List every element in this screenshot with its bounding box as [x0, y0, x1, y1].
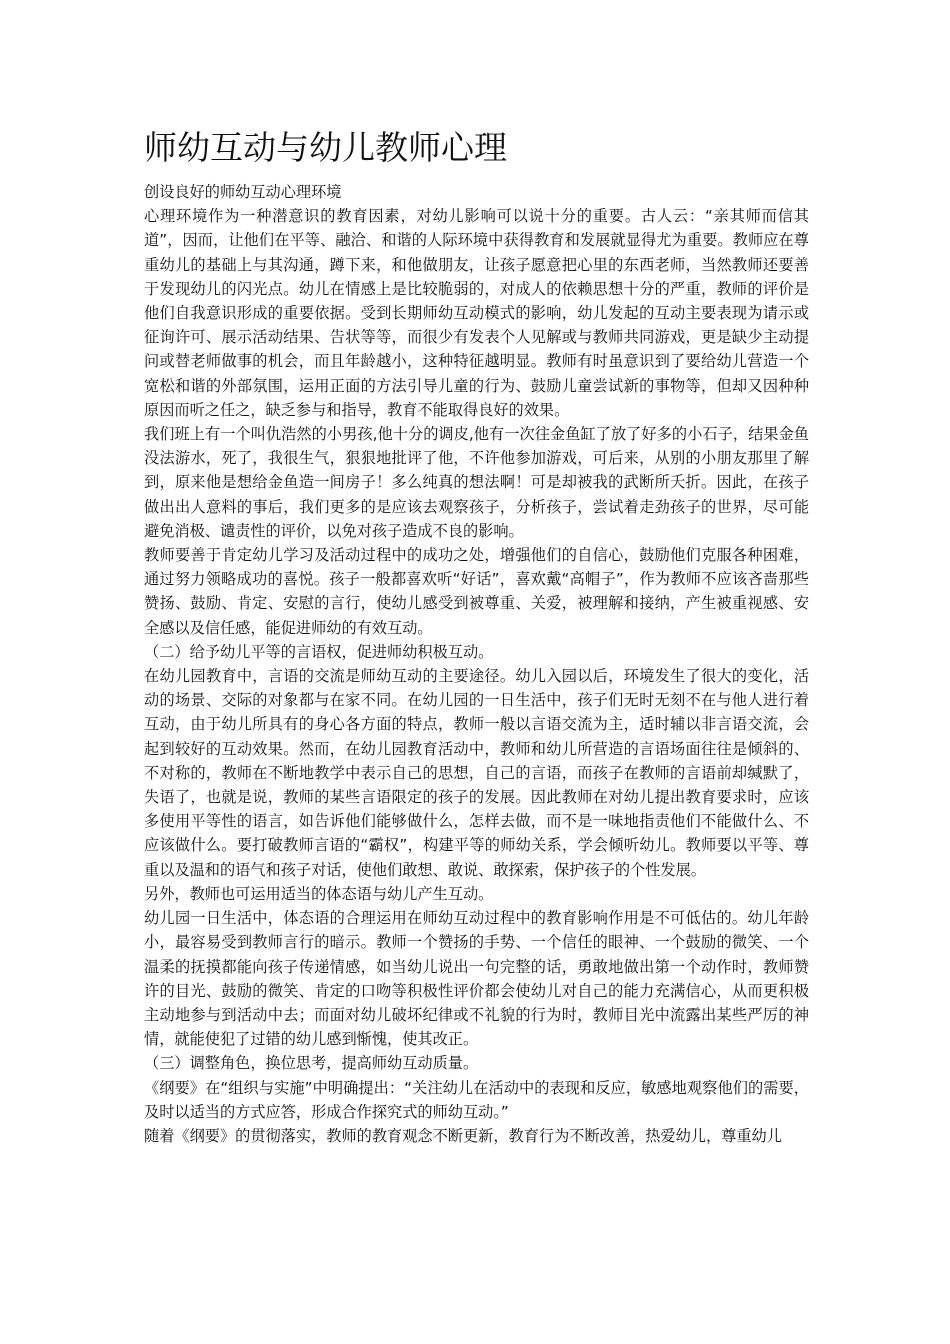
- body-paragraph: 教师要善于肯定幼儿学习及活动过程中的成功之处，增强他们的自信心，鼓励他们克服各种困难，通过努力领略成功的喜悦。孩子一般都喜欢听“好话”，喜欢戴“高帽子”，作为教师不应该吝啬那些赞扬、鼓励、肯定、安慰的言行，使幼儿感受到被尊重、关爱，被理解和接纳，产生被重视感、安全感以及信任感，能促进师幼的有效互动。: [144, 546, 809, 637]
- section-heading: （二）给予幼儿平等的言语权，促进师幼积极互动。: [144, 642, 494, 661]
- body-paragraph: 《纲要》在“组织与实施”中明确提出：“关注幼儿在活动中的表现和反应，敏感地观察他们的需要，及时以适当的方式应答，形成合作探究式的师幼互动。”: [144, 1078, 809, 1121]
- document-page: [144, 126, 809, 1148]
- section-heading: 另外，教师也可运用适当的体态语与幼儿产生互动。: [144, 884, 494, 903]
- body-paragraph: 心理环境作为一种潜意识的教育因素，对幼儿影响可以说十分的重要。古人云：“亲其师而信其道”，因而，让他们在平等、融洽、和谐的人际环境中获得教育和发展就显得尤为重要。教师应在尊重幼儿的基础上与其沟通，蹲下来，和他做朋友，让孩子愿意把心里的东西老师，当然教师还要善于发现幼儿的闪光点。幼儿在情感上是比较脆弱的，对成人的依赖思想十分的严重，教师的评价是他们自我意识形成的重要依据。受到长期师幼互动模式的影响，幼儿发起的互动主要表现为请示或征询许可、展示活动结果、告状等等，而很少有发表个人见解或与教师共同游戏，更是缺少主动提问或替老师做事的机会，而且年龄越小，这种特征越明显。教师有时虽意识到了要给幼儿营造一个宽松和谐的外部氛围，运用正面的方法引导儿童的行为、鼓励儿童尝试新的事物等，但却又因种种原因而听之任之，缺乏参与和指导，教育不能取得良好的效果。: [144, 207, 809, 419]
- section-heading: 创设良好的师幼互动心理环境: [144, 183, 342, 201]
- body-paragraph: 幼儿园一日生活中，体态语的合理运用在师幼互动过程中的教育影响作用是不可低估的。幼儿年龄小，最容易受到教师言行的暗示。教师一个赞扬的手势、一个信任的眼神、一个鼓励的微笑、一个温柔的抚摸都能向孩子传递情感，如当幼儿说出一句完整的话，勇敢地做出第一个动作时，教师赞许的目光、鼓励的微笑、肯定的口吻等积极性评价都会使幼儿对自己的能力充满信心，从而更积极主动地参与到活动中去；而面对幼儿破坏纪律或不礼貌的行为时，教师目光中流露出某些严厉的神情，就能使犯了过错的幼儿感到惭愧，使其改正。: [144, 909, 809, 1049]
- body-paragraph: 我们班上有一个叫仇浩然的小男孩,他十分的调皮,他有一次往金鱼缸了放了好多的小石子，结果金鱼没法游水，死了，我很生气，狠狠地批评了他，不许他参加游戏，可后来，从别的小朋友那里了解到，原来他是想给金鱼造一间房子！多么纯真的想法啊！可是却被我的武断所夭折。因此，在孩子做出出人意料的事后，我们更多的是应该去观察孩子，分析孩子，尝试着走劲孩子的世界，尽可能避免消极、谴责性的评价，以免对孩子造成不良的影响。: [144, 425, 809, 540]
- section-heading: （三）调整角色，换位思考，提高师幼互动质量。: [144, 1054, 479, 1073]
- body-paragraph: 随着《纲要》的贯彻落实，教师的教育观念不断更新，教育行为不断改善，热爱幼儿，尊重幼儿: [144, 1126, 782, 1145]
- body-paragraph: 在幼儿园教育中，言语的交流是师幼互动的主要途径。幼儿入园以后，环境发生了很大的变化，活动的场景、交际的对象都与在家不同。在幼儿园的一日生活中，孩子们无时无刻不在与他人进行着互动，由于幼儿所具有的身心各方面的特点，教师一般以言语交流为主，适时辅以非言语交流，会起到较好的互动效果。然而，在幼儿园教育活动中，教师和幼儿所营造的言语场面往往是倾斜的、不对称的，教师在不断地教学中表示自己的思想，自己的言语，而孩子在教师的言语前却缄默了，失语了，也就是说，教师的某些言语限定的孩子的发展。因此教师在对幼儿提出教育要求时，应该多使用平等性的语言，如告诉他们能够做什么，怎样去做，而不是一味地指责他们不能做什么、不应该做什么。要打破教师言语的“霸权”，构建平等的师幼关系，学会倾听幼儿。教师要以平等、尊重以及温和的语气和孩子对话，使他们敢想、敢说、敢探索，保护孩子的个性发展。: [144, 667, 809, 879]
- document-title: 师幼互动与幼儿教师心理: [144, 128, 507, 167]
